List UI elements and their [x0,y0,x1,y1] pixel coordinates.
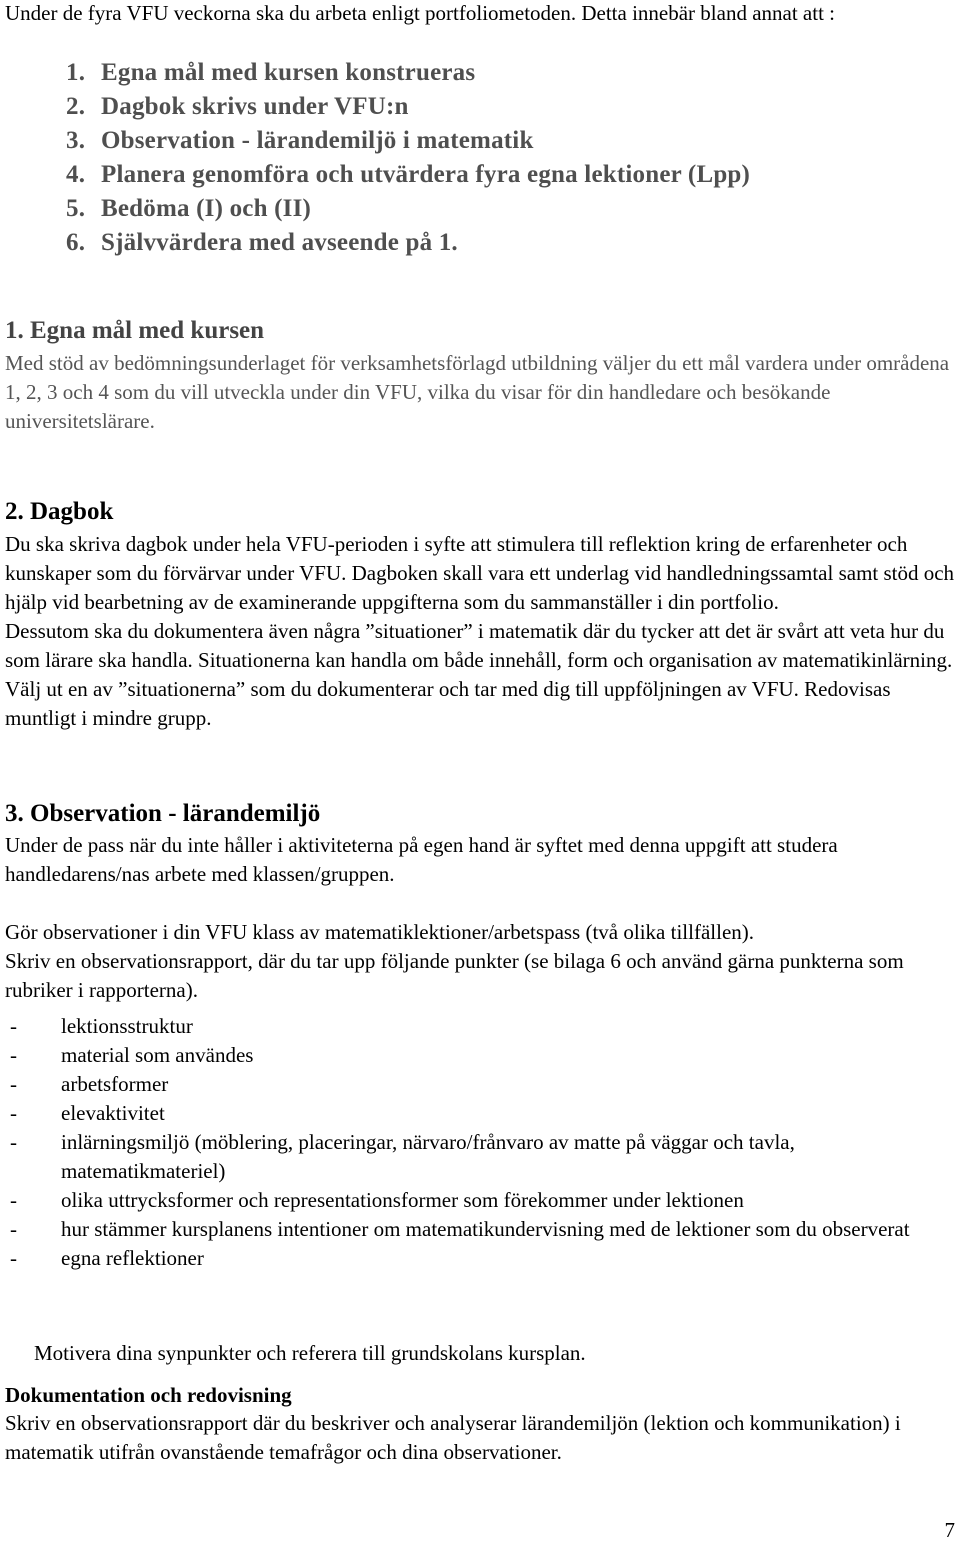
section-2-paragraph: Du ska skriva dagbok under hela VFU-perioden i syfte att stimulera till reflektion kring de erfarenheter och kunskaper som du förvärvar under VFU. Dagboken skall vara ett underlag vid handledningssamtal samt stöd och hjälp vid bearbetning av de examinerande uppgifterna som du sammanställer i din portfolio. [5,532,955,614]
dash-bullet: - [10,1014,17,1038]
task-number: 4. [66,161,86,188]
task-list-item [66,124,750,158]
section-3-heading: 3. Observation - lärandemiljö [5,800,321,827]
task-label: Dagbok skrivs under VFU:n [101,93,409,120]
task-label: Självvärdera med avseende på 1. [101,229,458,256]
list-item [10,1244,955,1273]
section-2-paragraph: Dessutom ska du dokumentera även några ”situationer” i matematik där du tycker att det är svårt att veta hur du som lärare ska handla. Situationerna kan handla om både innehåll, form och organisation av matematikinlärning. Välj ut en av ”situationerna” som du dokumenterar och tar med dig till uppföljningen av VFU. Redovisas muntligt i mindre grupp. [5,619,953,730]
list-item [10,1099,955,1128]
dash-bullet: - [10,1101,17,1125]
page-number: 7 [944,1518,955,1542]
task-list-item [66,192,750,226]
section-1-body: Med stöd av bedömningsunderlaget för verksamhetsförlagd utbildning väljer du ett mål vardera under områdena 1, 2, 3 och 4 som du vill utveckla under din VFU, vilka du visar för din handledare och besökande universitetslärare. [5,351,950,433]
observation-instructions [5,918,955,1005]
dash-bullet: - [10,1072,17,1096]
dash-bullet: - [10,1130,17,1154]
intro-paragraph: Under de fyra VFU veckorna ska du arbeta enligt portfoliometoden. Detta innebär bland annat att : [5,1,836,25]
dash-bullet: - [10,1217,17,1241]
list-item-text: inlärningsmiljö (möblering, placeringar, närvaro/frånvaro av matte på väggar och tavla, matematikmateriel) [61,1130,795,1183]
documentation-body: Skriv en observationsrapport där du beskriver och analyserar lärandemiljön (lektion och kommunikation) i matematik utifrån ovanstående temafrågor och dina observationer. [5,1411,901,1464]
dash-bullet: - [10,1246,17,1270]
list-item-text: arbetsformer [61,1072,169,1096]
documentation-heading: Dokumentation och redovisning [5,1383,292,1407]
section-1-heading: 1. Egna mål med kursen [5,317,265,344]
list-item-text: hur stämmer kursplanens intentioner om matematikundervisning med de lektioner som du observerat [61,1217,910,1241]
list-item [10,1215,955,1244]
task-number: 6. [66,229,86,256]
task-list [66,56,750,260]
task-label: Planera genomföra och utvärdera fyra egna lektioner (Lpp) [101,161,751,188]
list-item [10,1186,955,1215]
task-number: 2. [66,93,86,120]
task-number: 3. [66,127,86,154]
list-item-text: material som användes [61,1043,254,1067]
observation-points [10,1012,955,1273]
list-item [10,1041,955,1070]
list-item [10,1012,955,1041]
dash-bullet: - [10,1043,17,1067]
task-list-item [66,158,750,192]
task-number: 5. [66,195,86,222]
task-list-item [66,90,750,124]
dash-bullet: - [10,1188,17,1212]
task-number: 1. [66,59,86,86]
observation-paragraph: Gör observationer i din VFU klass av matematiklektioner/arbetspass (två olika tillfällen). [5,920,755,944]
list-item [10,1128,955,1186]
task-label: Egna mål med kursen konstrueras [101,59,476,86]
section-3-body: Under de pass när du inte håller i aktiviteterna på egen hand är syftet med denna uppgift att studera handledarens/nas arbete med klassen/gruppen. [5,833,838,886]
task-label: Bedöma (I) och (II) [101,195,312,222]
list-item-text: olika uttrycksformer och representationsformer som förekommer under lektionen [61,1188,744,1212]
list-item-text: egna reflektioner [61,1246,204,1270]
list-item [10,1070,955,1099]
list-item-text: lektionsstruktur [61,1014,193,1038]
task-list-item [66,56,750,90]
list-item-text: elevaktivitet [61,1101,165,1125]
task-list-item [66,226,750,260]
section-2-body [5,530,955,733]
motivation-note: Motivera dina synpunkter och referera till grundskolans kursplan. [34,1341,586,1365]
observation-paragraph: Skriv en observationsrapport, där du tar upp följande punkter (se bilaga 6 och använd gärna punkterna som rubriker i rapporterna). [5,949,904,1002]
section-2-heading: 2. Dagbok [5,498,114,525]
task-label: Observation - lärandemiljö i matematik [101,127,534,154]
